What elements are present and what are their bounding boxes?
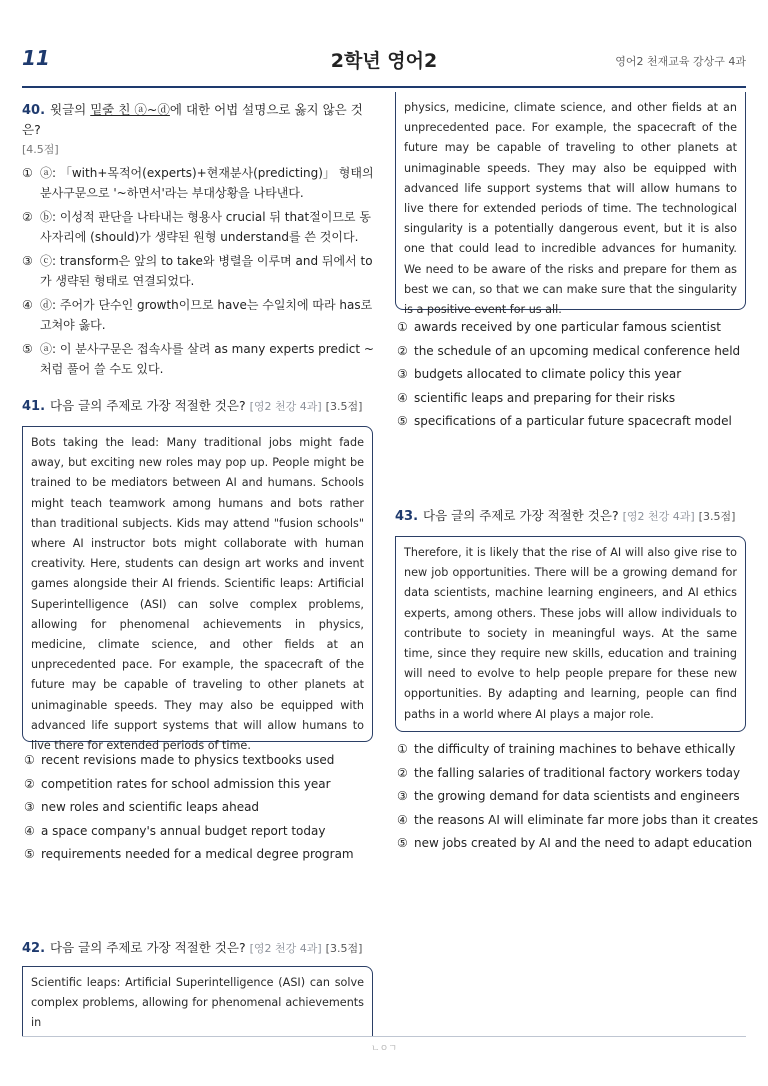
question-number: 43. [395, 509, 419, 524]
option-4[interactable] [22, 295, 374, 335]
option-number: ① [22, 166, 33, 180]
choice-number: ② [24, 776, 35, 791]
source-tag: [영2 천강 4과] [622, 510, 695, 523]
choice-text: new roles and scientific leaps ahead [41, 800, 260, 814]
option-1[interactable] [22, 163, 374, 203]
option-text: ⓐ: 「with+목적어(experts)+현재분사(predicting)」 형태의 분사구문으로 '~하면서'라는 부대상황을 나타낸다. [40, 166, 374, 200]
choice-number: ④ [397, 812, 408, 827]
choice-text: scientific leaps and preparing for their risks [414, 390, 676, 405]
option-3[interactable] [22, 251, 374, 291]
page-number: 11 [22, 46, 50, 70]
option-number: ③ [22, 254, 33, 268]
choice-number: ⑤ [24, 847, 35, 861]
choice-text: a space company's annual budget report today [41, 823, 326, 838]
choice-1[interactable] [24, 749, 374, 773]
question-number: 41. [22, 399, 46, 414]
question-41-choices [24, 749, 374, 867]
choice-number: ① [24, 753, 35, 767]
choice-text: recent revisions made to physics textbooks used [41, 753, 335, 767]
choice-3[interactable] [397, 785, 747, 809]
option-2[interactable] [22, 207, 374, 247]
choice-text: awards received by one particular famous scientist [414, 320, 721, 334]
question-number: 40. [22, 103, 46, 118]
stem-text: 다음 글의 주제로 가장 적절한 것은? [423, 508, 619, 523]
stem-text: 에 대한 어법 설명으로 옳지 않은 것은? [22, 102, 363, 137]
question-41-passage: Bots taking the lead: Many traditional jobs might fade away, but exciting new roles may pop up. People might be trained to be mediators between AI and humans. Schools might teach teamwork among humans and bots rather than traditional subjects. Kids may attend "fusion schools" where AI instructor bots might collaborate with human creativity. Here, students can design art works and invent games alongside their AI friends. Scientific leaps: Artificial Superintelligence (ASI) can solve complex problems, allowing for phenomenal achievements in physics, medicine, climate science, and other fields at an unprecedented pace. For example, the spacecraft of the future may be capable of traveling to other planets at unimaginable speeds. They may also be equipped with advanced life support systems that will allow humans to live there for extended periods of time. [22, 426, 373, 742]
points: [3.5점] [325, 400, 363, 413]
choice-2[interactable] [397, 762, 747, 786]
question-41-stem [22, 396, 362, 416]
choice-2[interactable] [397, 340, 747, 364]
choice-4[interactable] [397, 809, 759, 833]
footer-rule [22, 1036, 746, 1037]
question-43-passage: Therefore, it is likely that the rise of AI will also give rise to new job opportunities. There will be a growing demand for data scientists, machine learning engineers, and AI ethics experts, among others. These jobs will allow individuals to contribute to society in meaningful ways. At the same time, since they require new skills, education and training will need to evolve to help people prepare for these new opportunities. By adapting and learning, people can find paths in a world where AI plays a major role. [395, 536, 746, 732]
option-number: ② [22, 210, 33, 224]
choice-text: the growing demand for data scientists and engineers [414, 789, 740, 803]
choice-2[interactable] [24, 773, 374, 797]
choice-number: ① [397, 320, 408, 334]
choice-4[interactable] [397, 387, 747, 411]
choice-number: ④ [397, 390, 408, 405]
question-number: 42. [22, 941, 46, 956]
option-5[interactable] [22, 339, 374, 379]
choice-text: competition rates for school admission this year [41, 776, 331, 791]
question-40-options [22, 163, 374, 379]
option-text: ⓑ: 이성적 판단을 나타내는 형용사 crucial 뒤 that절이므로 동사자리에 (should)가 생략된 원형 understand를 쓴 것이다. [40, 210, 371, 244]
option-text: ⓓ: 주어가 단수인 growth이므로 have는 수일치에 따라 has로 고쳐야 옳다. [40, 298, 373, 332]
question-42-choices [397, 316, 747, 434]
choice-5[interactable] [24, 843, 374, 867]
choice-number: ③ [24, 800, 35, 814]
choice-text: specifications of a particular future spacecraft model [414, 414, 732, 428]
choice-1[interactable] [397, 316, 747, 340]
option-text: ⓒ: transform은 앞의 to take와 병렬을 이루며 and 뒤에서 to가 생략된 형태로 연결되었다. [40, 254, 373, 288]
source-tag: [영2 천강 4과] [249, 400, 322, 413]
choice-number: ① [397, 742, 408, 756]
choice-3[interactable] [397, 363, 747, 387]
choice-number: ⑤ [397, 836, 408, 850]
choice-3[interactable] [24, 796, 374, 820]
choice-5[interactable] [397, 832, 753, 856]
choice-text: requirements needed for a medical degree program [41, 847, 354, 861]
choice-text: the falling salaries of traditional factory workers today [414, 765, 741, 780]
question-40-stem [22, 100, 374, 139]
choice-number: ④ [24, 823, 35, 838]
choice-text: new jobs created by AI and the need to adapt education [414, 836, 753, 850]
choice-4[interactable] [24, 820, 374, 844]
choice-number: ⑤ [397, 414, 408, 428]
option-number: ④ [22, 298, 33, 312]
question-40 [22, 100, 374, 379]
question-42-stem [22, 938, 362, 958]
page-subtitle: 영어2 천재교육 강상구 4과 [615, 55, 746, 68]
choice-number: ③ [397, 367, 408, 381]
choice-text: budgets allocated to climate policy this year [414, 367, 682, 381]
choice-text: the difficulty of training machines to behave ethically [414, 742, 736, 756]
choice-5[interactable] [397, 410, 747, 434]
points: [3.5점] [698, 510, 736, 523]
question-43-stem [395, 506, 735, 526]
footer-mark: ㄴㅇㄱ [370, 1044, 398, 1054]
page-title: 2학년 영어2 [330, 50, 438, 72]
choice-number: ② [397, 765, 408, 780]
question-43-choices [397, 738, 759, 856]
stem-text: 다음 글의 주제로 가장 적절한 것은? [50, 398, 246, 413]
choice-number: ③ [397, 789, 408, 803]
stem-underlined: 밑줄 친 ⓐ~ⓓ [90, 102, 170, 117]
choice-text: the schedule of an upcoming medical conference held [414, 343, 741, 358]
option-number: ⑤ [22, 342, 33, 356]
choice-number: ② [397, 343, 408, 358]
source-tag: [영2 천강 4과] [249, 942, 322, 955]
points: [3.5점] [325, 942, 363, 955]
question-42-passage-cont: physics, medicine, climate science, and other fields at an unprecedented pace. For example, the spacecraft of the future may be capable of traveling to other planets at unimaginable speeds. They may also be equipped with advanced life support systems that will allow humans to live there for extended periods of time. The technological singularity is a potentially dangerous event, but it is also one that could lead to incredible advances for humanity. We need to be aware of the risks and prepare for them as best we can, so that we can make sure that the singularity is a positive event for us all. [395, 92, 746, 310]
stem-text: 다음 글의 주제로 가장 적절한 것은? [50, 940, 246, 955]
header-rule [22, 86, 746, 88]
question-40-points: [4.5점] [22, 143, 59, 156]
choice-1[interactable] [397, 738, 747, 762]
stem-text: 윗글의 [50, 102, 91, 117]
option-text: ⓐ: 이 분사구문은 접속사를 살려 as many experts predict ~처럼 풀어 쓸 수도 있다. [40, 342, 374, 376]
choice-text: the reasons AI will eliminate far more jobs than it creates [414, 812, 759, 827]
question-42-passage-start: Scientific leaps: Artificial Superintelligence (ASI) can solve complex problems, allowing for phenomenal achievements in [22, 966, 373, 1036]
